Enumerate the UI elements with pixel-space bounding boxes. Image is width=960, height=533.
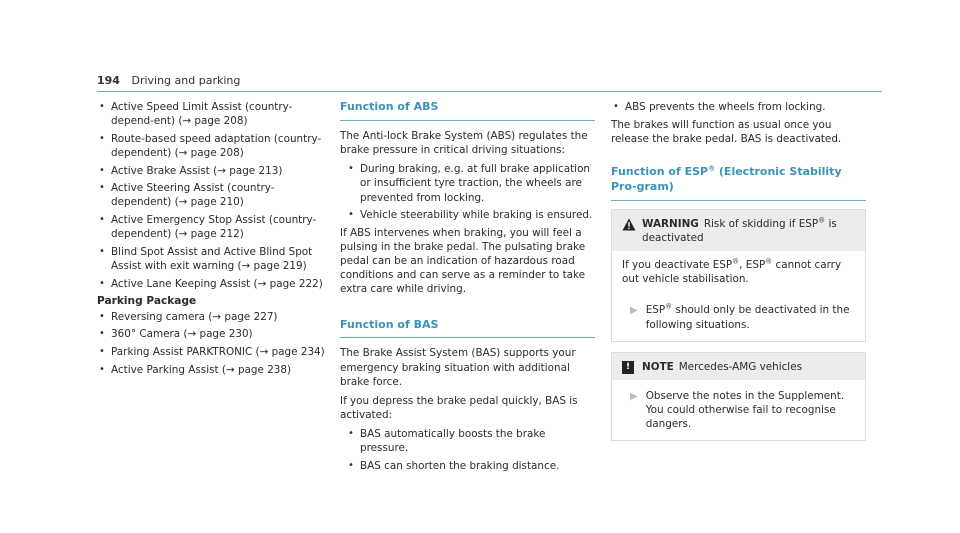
list-item: • BAS can shorten the braking distance.: [346, 459, 595, 473]
list-item[interactable]: • Route-based speed adaptation (country-dependent) (→ page 208): [97, 132, 332, 160]
registered-mark: ®: [708, 164, 716, 173]
abs-bullets: [340, 162, 595, 222]
note-heading: [642, 360, 802, 374]
play-arrow-icon: ▶: [630, 305, 638, 317]
list-item[interactable]: • Active Emergency Stop Assist (country-dependent) (→ page 212): [97, 213, 332, 241]
list-item[interactable]: • Active Parking Assist (→ page 238): [97, 363, 332, 377]
registered-mark: ®: [665, 302, 673, 311]
registered-mark: ®: [765, 257, 773, 266]
column-3: [611, 100, 866, 451]
list-item: • During braking, e.g. at full brake application or insufficient tyre traction, the wheels are prevented from locking.: [346, 162, 595, 204]
exclamation-icon: !: [622, 361, 634, 374]
list-item[interactable]: • Active Brake Assist (→ page 213): [97, 164, 332, 178]
note-header: [612, 353, 865, 380]
page-header: [97, 74, 240, 89]
list-item: • BAS automatically boosts the brake pressure.: [346, 427, 595, 455]
list-item[interactable]: • Blind Spot Assist and Active Blind Spot Assist with exit warning (→ page 219): [97, 245, 332, 273]
column-2: [340, 100, 595, 477]
list-item[interactable]: • Reversing camera (→ page 227): [97, 310, 332, 324]
bas-paragraph: If you depress the brake pedal quickly, BAS is activated:: [340, 394, 578, 422]
brakes-paragraph: The brakes will function as usual once you release the brake pedal. BAS is deactivated.: [611, 118, 842, 145]
warning-text: is deactivated: [642, 217, 837, 244]
list-item: • ABS prevents the wheels from locking.: [611, 100, 866, 114]
list-item[interactable]: • Active Steering Assist (country-dependent) (→ page 210): [97, 181, 332, 209]
warning-box: [611, 209, 866, 342]
registered-mark: ®: [818, 216, 826, 225]
abs-intro: The Anti-lock Brake System (ABS) regulates the brake pressure in critical driving situations:: [340, 129, 588, 157]
note-action: [612, 380, 865, 440]
esp-title-rest: (Electronic Stability Pro-gram): [611, 164, 842, 193]
page-header-title: Driving and parking: [131, 74, 241, 87]
warning-body-text: , ESP: [739, 259, 766, 272]
abs-paragraph: If ABS intervenes when braking, you will feel a pulsing in the brake pedal. The pulsating brake pedal can be an indication of hazardous road conditions and can serve as a reminder to take extra care while driving.: [340, 226, 586, 296]
parking-package-heading: Parking Package: [97, 295, 197, 308]
page-number: 194: [97, 74, 120, 87]
registered-mark: ®: [732, 257, 740, 266]
warning-action-text: [646, 303, 855, 331]
warning-body-text: cannot carry out vehicle stabilisation.: [622, 259, 842, 286]
warning-body: [612, 251, 865, 294]
warning-text: Risk of skidding if ESP: [703, 217, 819, 230]
note-text: Mercedes-AMG vehicles: [678, 360, 802, 373]
play-arrow-icon: ▶: [630, 390, 638, 402]
abs-continued-bullets: [611, 100, 866, 114]
warning-icon: [622, 218, 636, 231]
warning-label: WARNING: [642, 217, 699, 230]
warning-heading: [642, 217, 855, 245]
note-box: [611, 352, 866, 442]
action-text: ESP: [645, 304, 666, 317]
warning-action: [612, 294, 865, 340]
warning-body-text: If you deactivate ESP: [622, 259, 733, 272]
list-item: • Vehicle steerability while braking is ensured.: [346, 208, 595, 222]
bas-section-title: Function of BAS: [340, 318, 595, 339]
warning-header: [612, 210, 865, 251]
list-item[interactable]: • Active Lane Keeping Assist (→ page 222): [97, 277, 332, 291]
bas-bullets: [340, 427, 595, 473]
esp-section-title: [611, 165, 866, 201]
note-action-text: Observe the notes in the Supplement. You could otherwise fail to recognise dangers.: [645, 389, 845, 431]
abs-section-title: Function of ABS: [340, 100, 595, 121]
spacer: [340, 302, 595, 318]
note-label: NOTE: [642, 360, 674, 373]
esp-title-text: Function of ESP: [611, 164, 709, 178]
list-item[interactable]: • Active Speed Limit Assist (country-depend-ent) (→ page 208): [97, 100, 332, 128]
list-item[interactable]: • Parking Assist PARKTRONIC (→ page 234): [97, 345, 332, 359]
header-rule: [97, 91, 882, 92]
spacer: [611, 151, 866, 165]
parking-package-list: [97, 310, 332, 377]
assist-system-list: [97, 100, 332, 291]
list-item[interactable]: • 360° Camera (→ page 230): [97, 327, 332, 341]
action-text: should only be deactivated in the following situations.: [645, 304, 850, 331]
bas-intro: The Brake Assist System (BAS) supports your emergency braking situation with additional brake force.: [340, 347, 576, 388]
column-1: [97, 100, 332, 380]
